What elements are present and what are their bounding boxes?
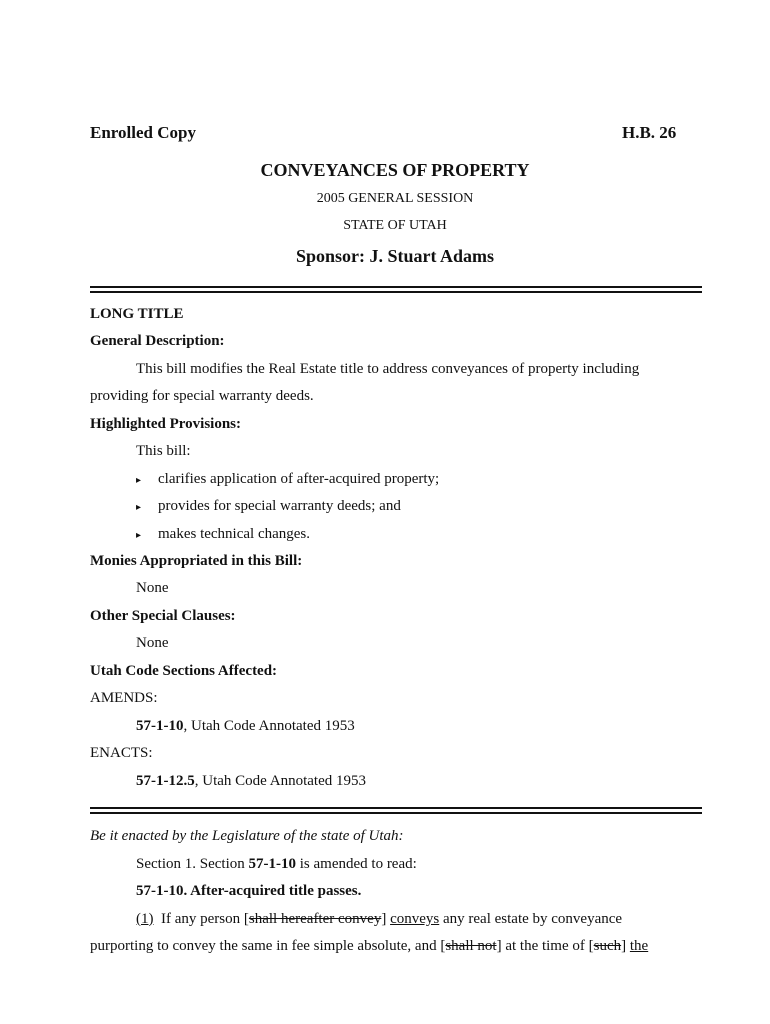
general-description-line1: This bill modifies the Real Estate title to address conveyances of property including [136, 361, 640, 377]
plain-text: If any person [ [153, 911, 249, 927]
paragraph-line-2 [90, 938, 648, 955]
paragraph-line-1 [136, 911, 622, 928]
divider-top-2 [90, 291, 702, 293]
enacts-rest: , Utah Code Annotated 1953 [194, 773, 366, 789]
inserted-text: the [629, 938, 649, 954]
enacting-clause: Be it enacted by the Legislature of the state of Utah: [90, 828, 404, 844]
bill-title: CONVEYANCES OF PROPERTY [260, 160, 530, 180]
divider-bottom-2 [90, 812, 702, 814]
amends-code: 57-1-10 [136, 718, 184, 734]
struck-text: shall hereafter convey [248, 911, 382, 927]
special-clauses-heading: Other Special Clauses: [90, 608, 236, 624]
section-suffix: is amended to read: [296, 856, 417, 872]
bullet-icon: ▸ [136, 475, 142, 486]
inserted-text: conveys [390, 911, 440, 927]
inserted-text: (1) [136, 911, 154, 927]
struck-text: shall not [445, 938, 497, 954]
bullet-text: clarifies application of after-acquired property; [158, 471, 440, 487]
enacts-entry [136, 773, 366, 790]
amends-entry [136, 718, 355, 735]
divider-top-1 [90, 286, 702, 288]
header-left: Enrolled Copy [90, 123, 196, 142]
plain-text: ] at the time of [ [496, 938, 594, 954]
amends-label: AMENDS: [90, 690, 158, 706]
highlighted-intro: This bill: [136, 443, 191, 459]
divider-bottom-1 [90, 807, 702, 809]
section-heading: 57-1-10. After-acquired title passes. [136, 883, 362, 899]
amends-rest: , Utah Code Annotated 1953 [183, 718, 355, 734]
session-label: 2005 GENERAL SESSION [316, 191, 474, 206]
long-title-heading: LONG TITLE [90, 306, 184, 322]
plain-text: ] [381, 911, 391, 927]
plain-text: any real estate by conveyance [439, 911, 623, 927]
bullet-icon: ▸ [136, 502, 142, 513]
bullet-item [136, 526, 310, 543]
bullet-text: makes technical changes. [158, 526, 311, 542]
enacts-code: 57-1-12.5 [136, 773, 195, 789]
sponsor: Sponsor: J. Stuart Adams [295, 246, 495, 266]
bullet-text: provides for special warranty deeds; and [158, 498, 401, 514]
general-description-heading: General Description: [90, 333, 225, 349]
highlighted-heading: Highlighted Provisions: [90, 416, 241, 432]
general-description-line2: providing for special warranty deeds. [90, 388, 314, 404]
struck-text: such [593, 938, 622, 954]
plain-text: ] [621, 938, 630, 954]
plain-text: purporting to convey the same in fee simple absolute, and [ [90, 938, 446, 954]
special-clauses-value: None [136, 635, 169, 651]
bullet-item [136, 471, 439, 488]
header-right: H.B. 26 [622, 123, 677, 142]
section-1-intro [136, 856, 417, 873]
section-prefix: Section 1. Section [136, 856, 249, 872]
bullet-item [136, 498, 401, 515]
monies-value: None [136, 580, 169, 596]
monies-heading: Monies Appropriated in this Bill: [90, 553, 303, 569]
section-code: 57-1-10 [248, 856, 296, 872]
state-label: STATE OF UTAH [343, 218, 447, 233]
bullet-icon: ▸ [136, 530, 142, 541]
code-sections-heading: Utah Code Sections Affected: [90, 663, 278, 679]
enacts-label: ENACTS: [90, 745, 153, 761]
